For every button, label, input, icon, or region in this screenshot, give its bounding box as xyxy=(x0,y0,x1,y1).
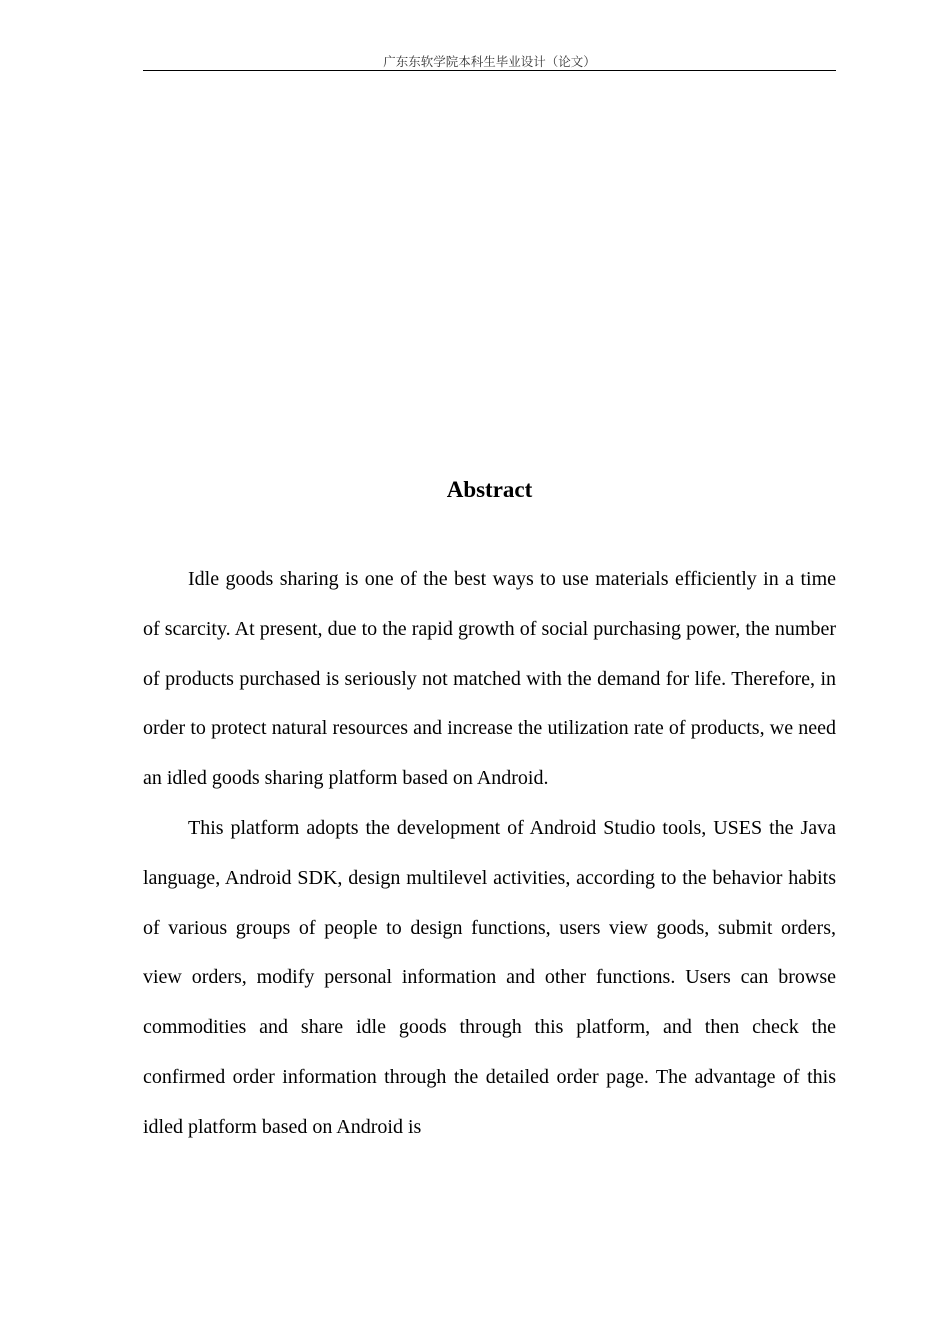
abstract-title: Abstract xyxy=(446,477,533,502)
abstract-body xyxy=(143,555,836,1153)
page-header: 广东东软学院本科生毕业设计（论文） xyxy=(383,54,596,69)
abstract-paragraph-1: Idle goods sharing is one of the best ways to use materials efficiently in a time of scarcity. At present, due to the rapid growth of social purchasing power, the number of products purchased is seriously not matched with the demand for life. Therefore, in order to protect natural resources and increase the utilization rate of products, we need an idled goods sharing platform based on Android. xyxy=(143,568,836,790)
abstract-paragraph-2: This platform adopts the development of Android Studio tools, USES the Java language, Android SDK, design multilevel activities, according to the behavior habits of various groups of people to design functions, users view goods, submit orders, view orders, modify personal information and other functions. Users can browse commodities and share idle goods through this platform, and then check the confirmed order information through the detailed order page. The advantage of this idled platform based on Android is xyxy=(143,816,836,1138)
header-rule xyxy=(143,70,836,71)
